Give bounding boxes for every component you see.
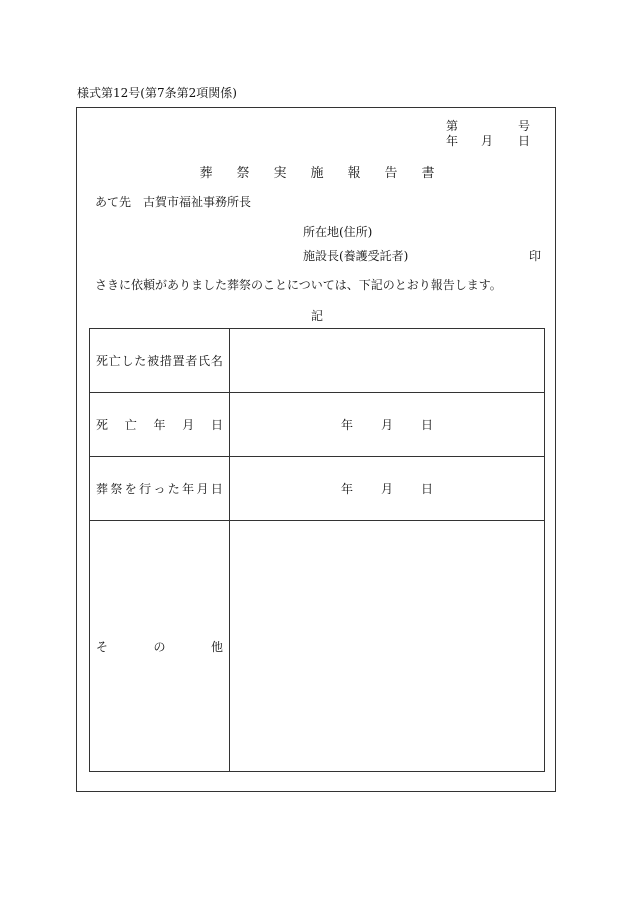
doc-number-go: 号 (518, 119, 531, 133)
label-char: 年 (153, 418, 166, 432)
death-date-label (90, 393, 230, 457)
document-title (77, 162, 557, 181)
label-char: 年 (182, 482, 195, 496)
report-form-frame (76, 107, 556, 792)
date-year-char: 年 (340, 418, 353, 432)
title-char: 書 (421, 166, 435, 181)
label-char: 月 (182, 418, 195, 432)
director-label: 施設長(養護受託者) (303, 249, 409, 263)
label-char: た (167, 482, 180, 496)
label-char: っ (153, 482, 166, 496)
form-number-label: 様式第12号(第7条第2項関係) (77, 86, 237, 100)
label-char: 者 (185, 354, 198, 368)
title-char: 報 (347, 166, 361, 181)
label-char: を (124, 482, 137, 496)
label-char: そ (96, 639, 109, 654)
other-field[interactable] (230, 521, 545, 772)
label-char: 被 (147, 354, 160, 368)
label-char: 亡 (124, 418, 137, 432)
title-char: 実 (273, 166, 287, 181)
table-row (90, 393, 545, 457)
title-char: 葬 (199, 166, 213, 181)
label-char: し (121, 354, 134, 368)
label-char: 措 (159, 354, 172, 368)
title-char: 施 (310, 166, 324, 181)
table-row (90, 329, 545, 393)
label-char: 名 (210, 354, 223, 368)
addressee-prefix: あて先 (95, 195, 132, 209)
date-month-char: 月 (380, 418, 393, 432)
label-char: 葬 (96, 482, 109, 496)
date-day-char: 日 (421, 418, 434, 432)
label-char: の (153, 639, 166, 654)
location-label: 所在地(住所) (303, 225, 373, 239)
report-body-text: さきに依頼がありました葬祭のことについては、下記のとおり報告します。 (95, 278, 502, 292)
label-char: た (134, 354, 147, 368)
doc-date-year: 年 (446, 134, 459, 148)
table-row (90, 457, 545, 521)
label-char: 月 (196, 482, 209, 496)
doc-number-dai: 第 (446, 119, 459, 133)
deceased-name-label (90, 329, 230, 393)
funeral-date-field[interactable] (230, 457, 545, 521)
funeral-date-label (90, 457, 230, 521)
ki-heading: 記 (310, 309, 323, 323)
report-details-table (89, 328, 545, 772)
label-char: 死 (96, 418, 109, 432)
label-char: 他 (210, 639, 223, 654)
label-char: 祭 (110, 482, 123, 496)
title-char: 祭 (236, 166, 250, 181)
title-char: 告 (384, 166, 398, 181)
label-char: 日 (210, 418, 223, 432)
other-label (90, 521, 230, 772)
label-char: 亡 (108, 354, 121, 368)
label-char: 日 (210, 482, 223, 496)
date-day-char: 日 (421, 482, 434, 496)
table-row (90, 521, 545, 772)
doc-date-day: 日 (518, 134, 531, 148)
seal-mark: 印 (529, 249, 542, 263)
label-char: 置 (172, 354, 185, 368)
addressee-name: 古賀市福祉事務所長 (143, 195, 252, 209)
label-char: 死 (96, 354, 109, 368)
death-date-field[interactable] (230, 393, 545, 457)
date-month-char: 月 (380, 482, 393, 496)
label-char: 行 (139, 482, 152, 496)
doc-date-month: 月 (481, 134, 494, 148)
label-char: 氏 (198, 354, 211, 368)
date-year-char: 年 (340, 482, 353, 496)
deceased-name-field[interactable] (230, 329, 545, 393)
